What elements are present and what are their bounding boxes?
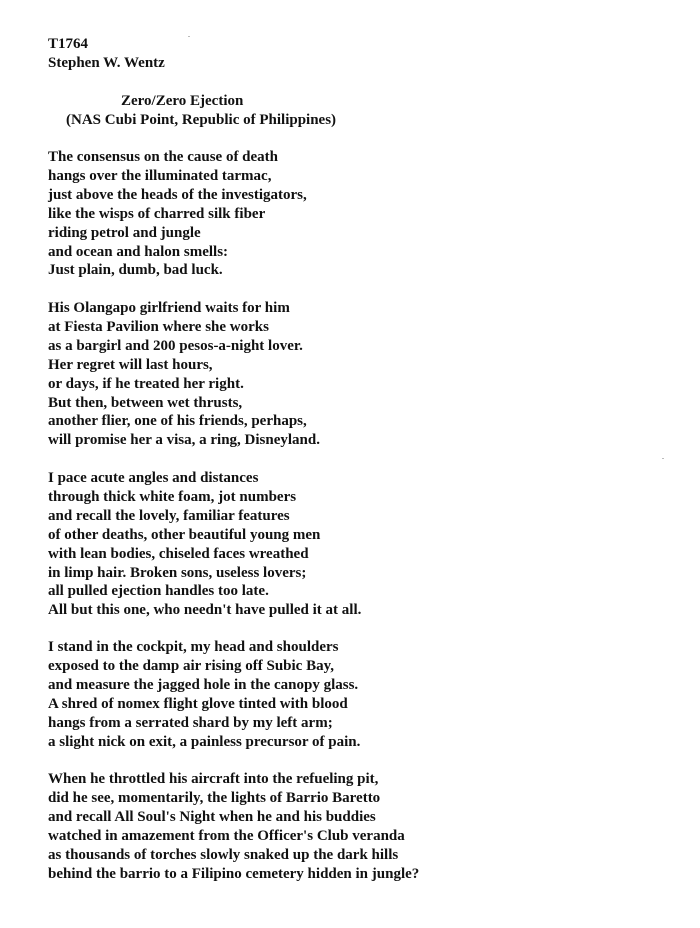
poem-line: a slight nick on exit, a painless precursor of pain. (48, 733, 361, 750)
poem-line: just above the heads of the investigators, (48, 186, 307, 203)
stanza-2 (48, 299, 320, 450)
stanza-1 (48, 148, 307, 280)
poem-line: exposed to the damp air rising off Subic Bay, (48, 657, 335, 674)
poem-line: When he throttled his aircraft into the refueling pit, (48, 771, 379, 787)
poem-line: behind the barrio to a Filipino cemetery hidden in jungle? (48, 865, 420, 882)
poem-line: like the wisps of charred silk fiber (48, 205, 266, 222)
poem-line: as thousands of torches slowly snaked up the dark hills (48, 846, 399, 863)
scan-speck (188, 36, 190, 37)
poem-line: at Fiesta Pavilion where she works (48, 318, 269, 335)
poem-line: or days, if he treated her right. (48, 375, 244, 392)
poem-line: did he see, momentarily, the lights of Barrio Baretto (48, 789, 381, 806)
poem-line: as a bargirl and 200 pesos-a-night lover. (48, 337, 303, 354)
stanza-3 (48, 469, 361, 620)
poem-line: watched in amazement from the Officer's Club veranda (48, 827, 405, 844)
poem-line: Just plain, dumb, bad luck. (48, 262, 223, 279)
poem-line: riding petrol and jungle (48, 224, 201, 241)
stanza-4 (48, 638, 360, 751)
poem-line: hangs over the illuminated tarmac, (48, 167, 272, 184)
poem-line: A shred of nomex flight glove tinted with blood (48, 695, 348, 712)
poem-line: and recall All Soul's Night when he and his buddies (48, 808, 376, 825)
poem-line: with lean bodies, chiseled faces wreathed (48, 545, 309, 562)
document-id: T1764 (48, 36, 89, 52)
poem-line: But then, between wet thrusts, (48, 394, 243, 411)
poem-line: The consensus on the cause of death (48, 149, 279, 165)
poem-line: and measure the jagged hole in the canopy glass. (48, 676, 359, 693)
poem-line: through thick white foam, jot numbers (48, 488, 297, 505)
poem-subtitle: (NAS Cubi Point, Republic of Philippines) (66, 111, 337, 128)
poem-line: and ocean and halon smells: (48, 243, 229, 260)
poem-title-block (48, 92, 336, 130)
poem-line: I stand in the cockpit, my head and shoulders (48, 639, 339, 655)
scan-speck (662, 458, 664, 459)
poem-line: and recall the lovely, familiar features (48, 507, 290, 524)
author-name: Stephen W. Wentz (48, 54, 165, 71)
poem-line: another flier, one of his friends, perhaps, (48, 413, 307, 430)
stanza-5 (48, 770, 419, 883)
poem-line: in limp hair. Broken sons, useless lovers; (48, 564, 307, 581)
poem-line: hangs from a serrated shard by my left arm; (48, 714, 333, 731)
poem-line: of other deaths, other beautiful young men (48, 526, 321, 543)
poem-title: Zero/Zero Ejection (121, 93, 244, 109)
document-header (48, 35, 165, 73)
poem-line: His Olangapo girlfriend waits for him (48, 300, 290, 316)
poem-line: all pulled ejection handles too late. (48, 583, 269, 600)
poem-line: All but this one, who needn't have pulled it at all. (48, 602, 362, 619)
poem-line: I pace acute angles and distances (48, 470, 259, 486)
poem-line: Her regret will last hours, (48, 356, 213, 373)
poem-line: will promise her a visa, a ring, Disneyland. (48, 432, 320, 449)
